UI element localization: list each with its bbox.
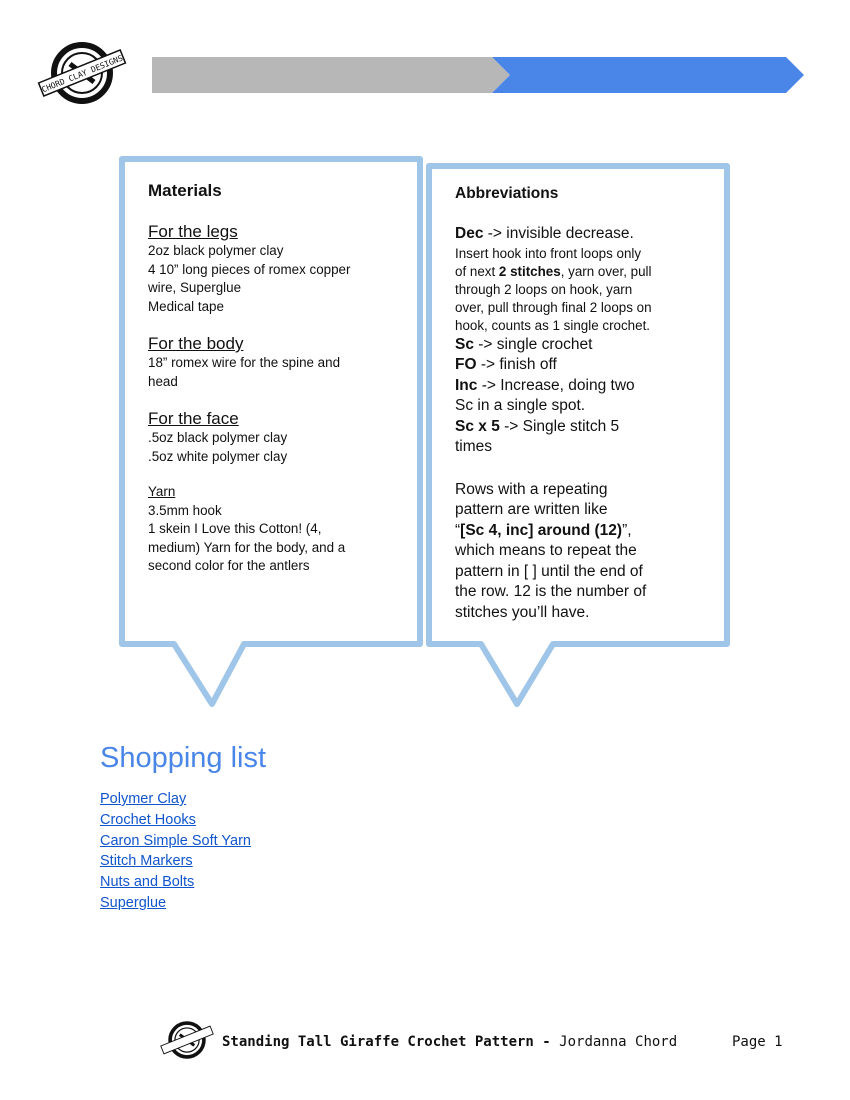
rows-explanation: Rows with a repeating pattern are written like “[Sc 4, inc] around (12)”, which means to repeat the pattern in [ ] until the end of the row. 12 is the number of stitches you’ll have. — [455, 480, 647, 621]
yarn-heading: Yarn — [148, 484, 176, 499]
yarn-line: 1 skein I Love this Cotton! (4, — [148, 521, 322, 536]
abbreviations-callout — [425, 162, 733, 714]
body-line: head — [148, 373, 178, 389]
abbr-sc: Sc -> single crochet — [455, 335, 593, 353]
svg-text:CHORD CLAY DESIGNS: CHORD CLAY DESIGNS — [40, 53, 125, 95]
abbr-dec: Dec -> invisible decrease. — [455, 225, 634, 242]
face-line: .5oz white polymer clay — [148, 448, 288, 464]
yarn-line: 3.5mm hook — [148, 502, 222, 518]
abbr-dec-detail: Insert hook into front loops only of next 2 stitches, yarn over, pull through 2 loops on hook, yarn over, pull through final 2 loops on hook, counts as 1 single crochet. — [455, 245, 652, 333]
legs-line: Medical tape — [148, 298, 224, 314]
legs-line: 4 10” long pieces of romex copper — [148, 261, 351, 277]
abbr-scx5: Sc x 5 -> Single stitch 5 times — [455, 417, 620, 455]
legs-line: wire, Superglue — [148, 280, 242, 295]
list-item — [100, 831, 251, 852]
footer-title: Standing Tall Giraffe Crochet Pattern - Jordanna Chord — [222, 1034, 678, 1050]
list-item — [100, 872, 251, 893]
legs-heading: For the legs — [148, 222, 238, 241]
materials-title: Materials — [148, 181, 222, 200]
abbr-inc: Inc -> Increase, doing two Sc in a single spot. — [455, 376, 635, 414]
list-item — [100, 789, 251, 810]
materials-callout — [118, 155, 426, 715]
polymer-clay-link[interactable]: Polymer Clay — [100, 791, 187, 807]
abbreviations-title: Abbreviations — [455, 185, 559, 202]
crochet-hooks-link[interactable]: Crochet Hooks — [100, 811, 196, 828]
list-item — [100, 810, 251, 831]
chord-clay-designs-logo — [34, 42, 130, 104]
face-line: .5oz black polymer clay — [148, 430, 288, 445]
yarn-line: second color for the antlers — [148, 558, 310, 573]
yarn-line: medium) Yarn for the body, and a — [148, 539, 346, 555]
face-heading: For the face — [148, 409, 239, 428]
abbr-fo: FO -> finish off — [455, 356, 557, 373]
caron-yarn-link[interactable]: Caron Simple Soft Yarn — [100, 832, 251, 849]
shopping-list-title: Shopping list — [100, 742, 267, 774]
list-item — [100, 851, 251, 872]
list-item — [100, 893, 251, 914]
body-heading: For the body — [148, 334, 244, 353]
footer-logo — [158, 1020, 216, 1060]
stitch-markers-link[interactable]: Stitch Markers — [100, 853, 193, 870]
superglue-link[interactable]: Superglue — [100, 894, 167, 911]
nuts-bolts-link[interactable]: Nuts and Bolts — [100, 874, 195, 891]
legs-line: 2oz black polymer clay — [148, 243, 284, 258]
page-number: Page 1 — [732, 1034, 783, 1050]
header-banner — [152, 57, 804, 93]
shopping-list — [100, 789, 251, 914]
body-line: 18” romex wire for the spine and — [148, 355, 341, 370]
